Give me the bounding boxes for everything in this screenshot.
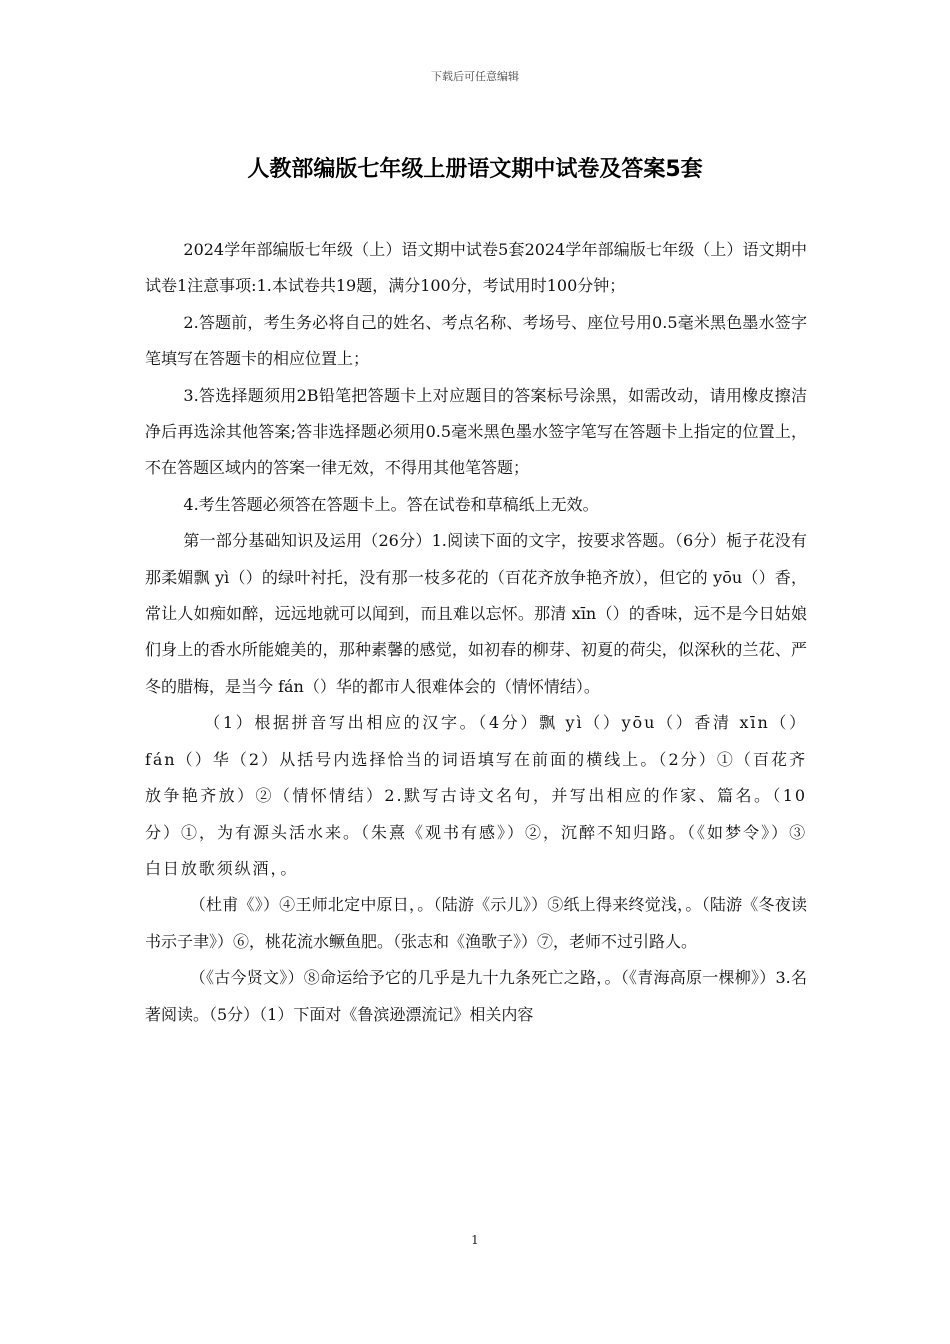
- page-number: 1: [471, 1233, 479, 1247]
- paragraph-classic-reading: （《古今贤文》）⑧命运给予它的几乎是九十九条死亡之路，。（《青海高原一棵柳》）3.名著阅读。（5分）（1）下面对《鲁滨逊漂流记》相关内容: [145, 968, 807, 1024]
- paragraph-exam-intro: 2024学年部编版七年级（上）语文期中试卷5套2024学年部编版七年级（上）语文期中试卷1注意事项:1.本试卷共19题，满分100分，考试用时100分钟；: [145, 240, 807, 296]
- header-note: 下载后可任意编辑: [431, 70, 519, 83]
- paragraph-note-3: 3.答选择题须用2B铅笔把答题卡上对应题目的答案标号涂黑，如需改动，请用橡皮擦洁净后再选涂其他答案;答非选择题必须用0.5毫米黑色墨水签字笔写在答题卡上指定的位置上，不在答题区域内的答案一律无效，不得用其他笔答题；: [145, 385, 807, 478]
- paragraph-note-4: 4.考生答题必须答在答题卡上。答在试卷和草稿纸上无效。: [183, 494, 599, 514]
- paragraph-question-1: 第一部分基础知识及运用（26分）1.阅读下面的文字，按要求答题。（6分）栀子花没有那柔媚飘 yì（）的绿叶衬托，没有那一枝多花的（百花齐放争艳齐放），但它的 yōu（）香，常让人如痴如醉，远远地就可以闻到，而且难以忘怀。那清 xīn（）的香味，远不是今日姑娘们身上的香水所能媲美的，那种素馨的感觉，如初春的柳芽、初夏的荷尖，似深秋的兰花、严冬的腊梅，是当今 fán（）华的都市人很难体会的（情怀情结）。: [145, 531, 807, 696]
- paragraph-note-2: 2.答题前，考生务必将自己的姓名、考点名称、考场号、座位号用0.5毫米黑色墨水签字笔填写在答题卡的相应位置上；: [145, 312, 807, 369]
- paragraph-question-1-parts: （1）根据拼音写出相应的汉字。（4分）飘 yì（）yōu（）香清 xīn（）fán（）华（2）从括号内选择恰当的词语填写在前面的横线上。（2分）①（百花齐放争艳齐放）②（情怀情结）2.默写古诗文名句，并写出相应的作家、篇名。（10分）①，为有源头活水来。（朱熹《观书有感》）②，沉醉不知归路。（《如梦令》）③白日放歌须纵酒，。: [145, 713, 807, 878]
- document-body: [145, 232, 807, 1033]
- document-title: 人教部编版七年级上册语文期中试卷及答案5套: [247, 157, 703, 182]
- paragraph-poetry-recitation: （杜甫《》）④王师北定中原日，。（陆游《示儿》）⑤纸上得来终觉浅，。（陆游《冬夜读书示子聿》）⑥，桃花流水鳜鱼肥。（张志和《渔歌子》）⑦，老师不过引路人。: [145, 895, 807, 951]
